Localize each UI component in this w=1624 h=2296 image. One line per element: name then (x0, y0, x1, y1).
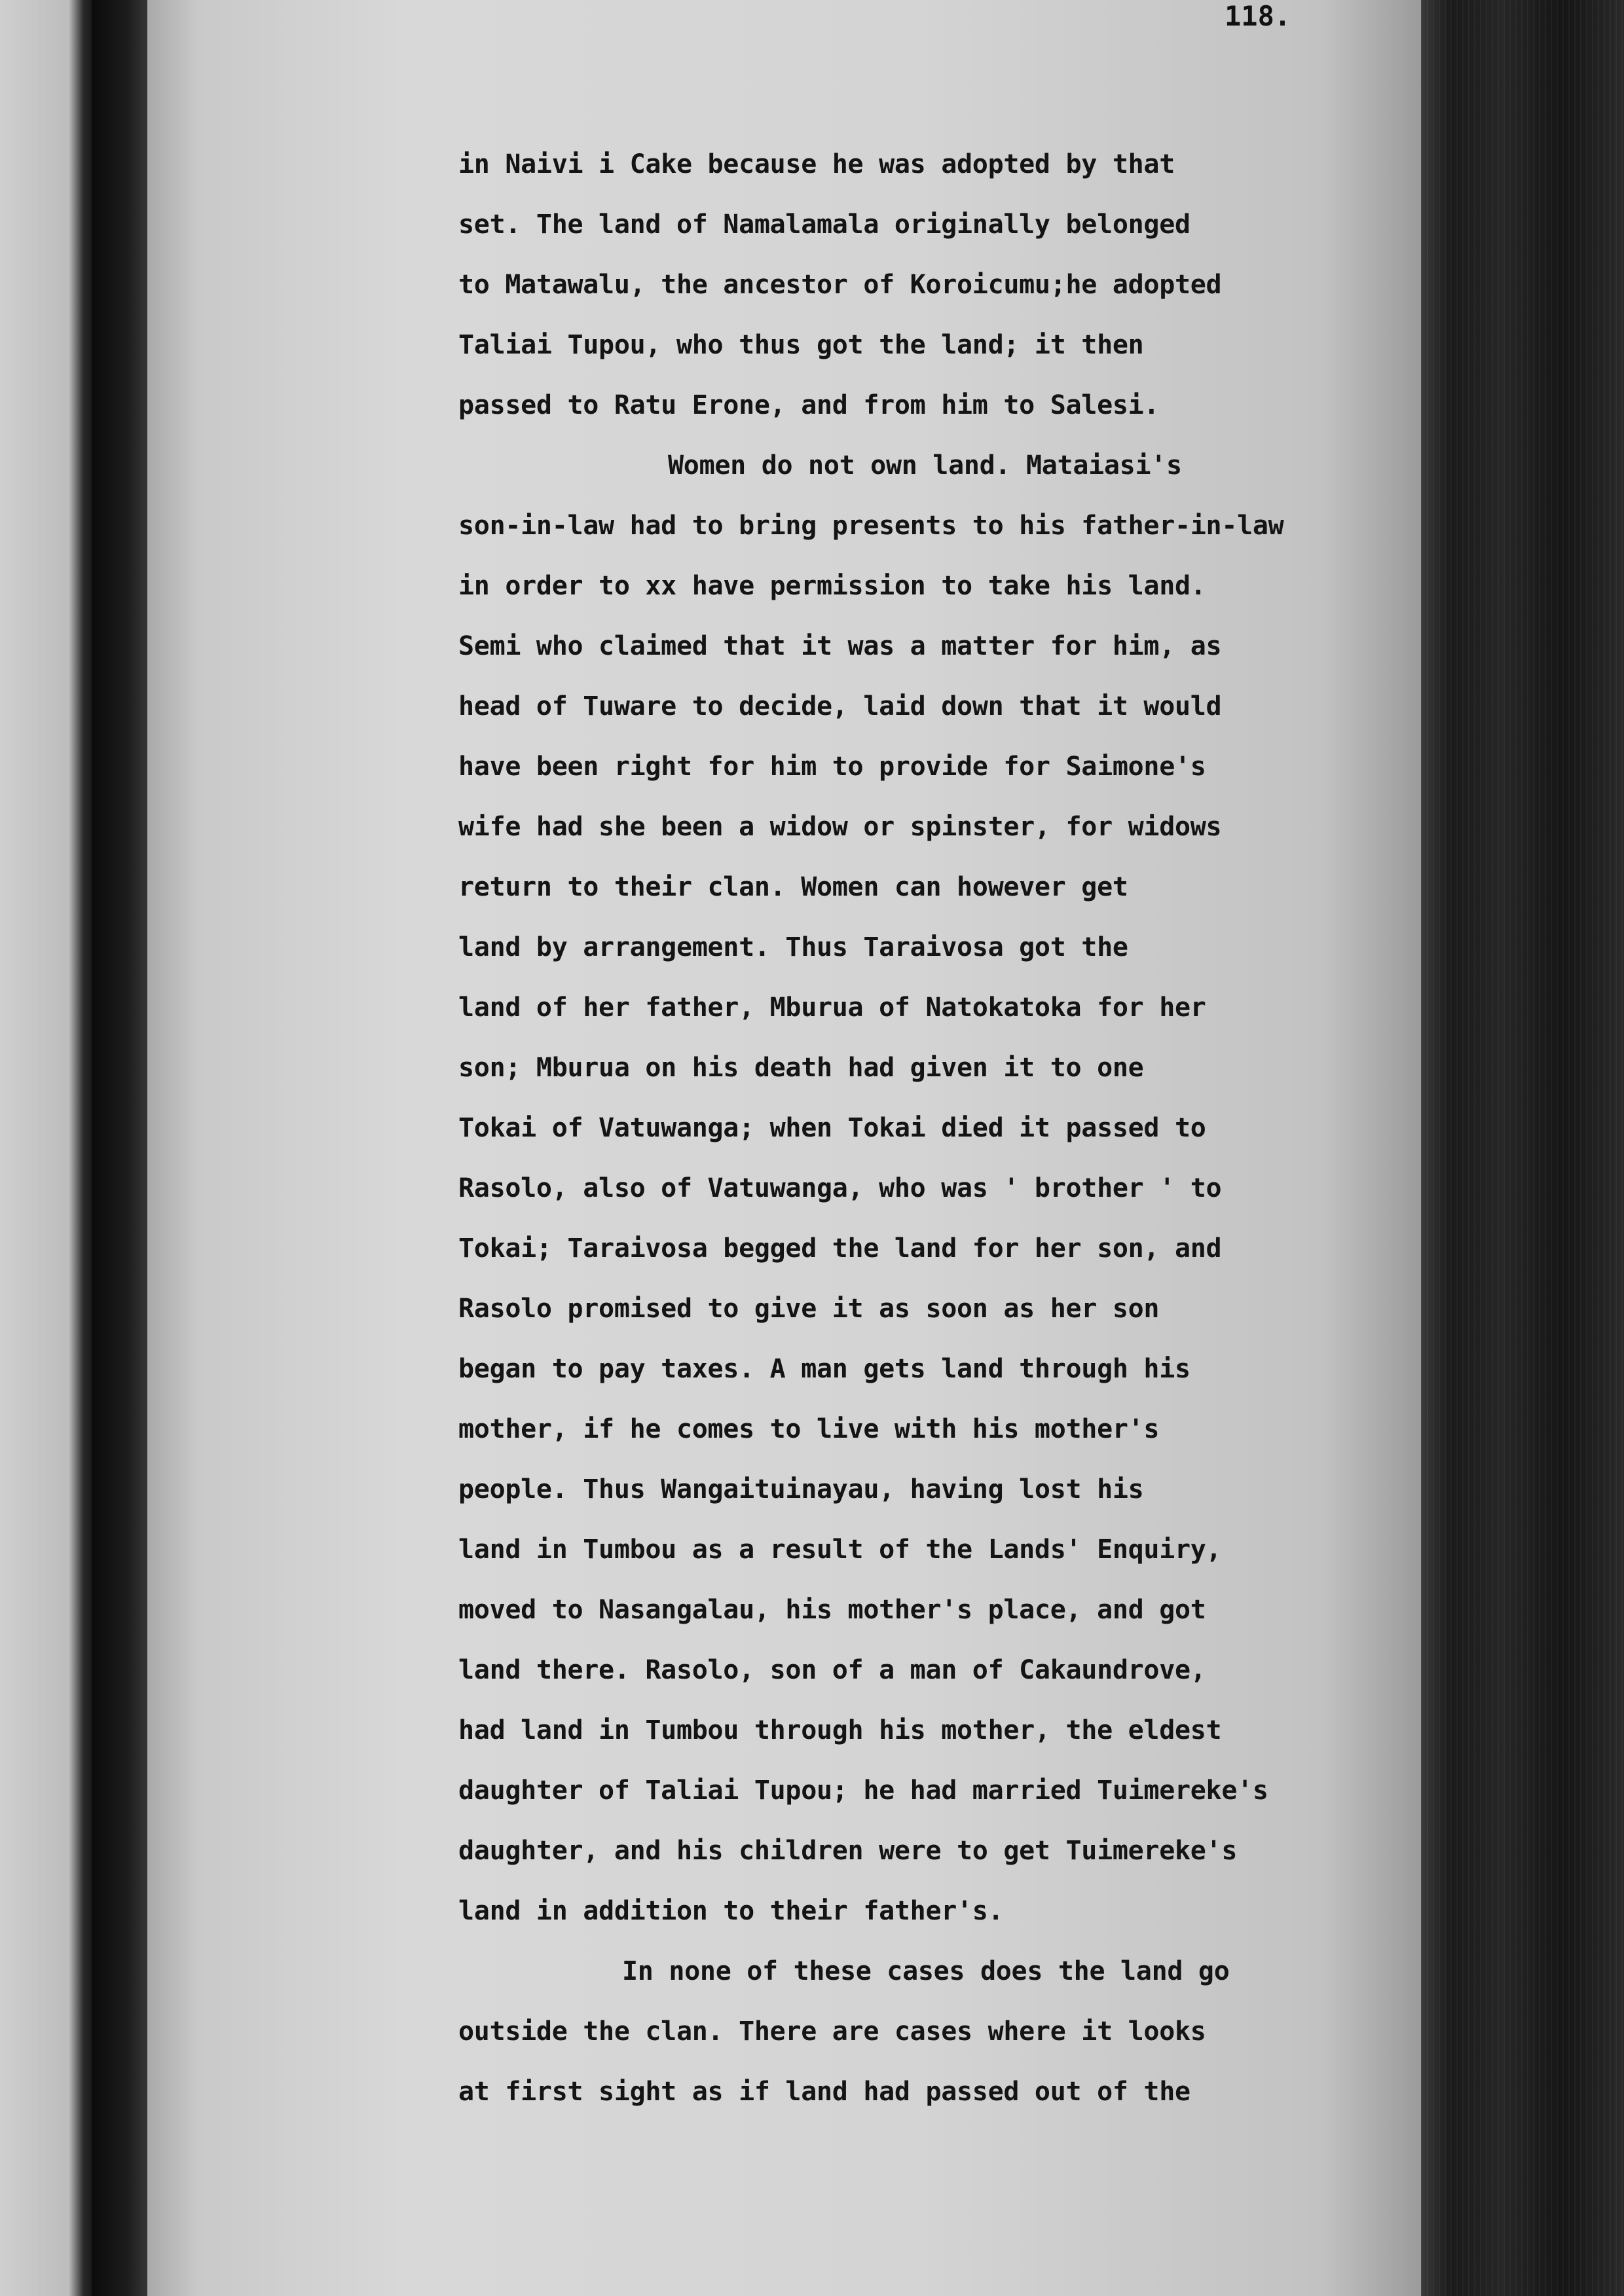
text-line: set. The land of Namalamala originally belonged (458, 210, 1190, 240)
text-line: daughter, and his children were to get Tuimereke's (458, 1836, 1238, 1866)
previous-page-edge (0, 0, 98, 2296)
text-line: return to their clan. Women can however get (458, 872, 1128, 902)
text-line: land by arrangement. Thus Taraivosa got the (458, 932, 1128, 962)
text-line: Tokai of Vatuwanga; when Tokai died it passed to (458, 1113, 1206, 1143)
typed-body-text (458, 134, 1421, 2122)
page-stack-texture (1421, 0, 1624, 2296)
text-line: began to pay taxes. A man gets land through his (458, 1354, 1190, 1384)
text-line: passed to Ratu Erone, and from him to Salesi. (458, 390, 1160, 420)
text-line: at first sight as if land had passed out of the (458, 2077, 1190, 2107)
text-line: had land in Tumbou through his mother, the eldest (458, 1715, 1222, 1745)
book-binding-gutter (92, 0, 151, 2296)
text-line: head of Tuware to decide, laid down that it would (458, 691, 1222, 721)
text-line: wife had she been a widow or spinster, for widows (458, 812, 1222, 842)
text-line: Rasolo, also of Vatuwanga, who was ' brother ' to (458, 1173, 1222, 1203)
text-line: Women do not own land. Mataiasi's (668, 450, 1182, 481)
text-line: outside the clan. There are cases where it looks (458, 2016, 1206, 2047)
text-line: land in addition to their father's. (458, 1896, 1004, 1926)
text-line: mother, if he comes to live with his mother's (458, 1414, 1160, 1444)
text-line: moved to Nasangalau, his mother's place, and got (458, 1595, 1206, 1625)
text-line: In none of these cases does the land go (622, 1956, 1230, 1986)
text-line: in order to xx have permission to take his land. (458, 571, 1206, 601)
text-line: land there. Rasolo, son of a man of Cakaundrove, (458, 1655, 1206, 1685)
text-line: son-in-law had to bring presents to his father-in-law (458, 511, 1284, 541)
page-number: 118. (1225, 0, 1291, 32)
text-line: daughter of Taliai Tupou; he had married Tuimereke's (458, 1776, 1268, 1806)
text-line: Rasolo promised to give it as soon as her son (458, 1294, 1160, 1324)
text-line: land of her father, Mburua of Natokatoka for her (458, 993, 1206, 1023)
text-line: land in Tumbou as a result of the Lands' Enquiry, (458, 1535, 1222, 1565)
text-line: Semi who claimed that it was a matter for him, as (458, 631, 1222, 661)
text-line: Taliai Tupou, who thus got the land; it then (458, 330, 1144, 360)
text-line: to Matawalu, the ancestor of Koroicumu;he adopted (458, 270, 1222, 300)
text-line: people. Thus Wangaituinayau, having lost his (458, 1474, 1144, 1504)
text-line: in Naivi i Cake because he was adopted by that (458, 149, 1175, 179)
text-line: Tokai; Taraivosa begged the land for her son, and (458, 1233, 1222, 1264)
text-line: son; Mburua on his death had given it to one (458, 1053, 1144, 1083)
book-edge-right (1421, 0, 1624, 2296)
text-line: have been right for him to provide for Saimone's (458, 752, 1206, 782)
